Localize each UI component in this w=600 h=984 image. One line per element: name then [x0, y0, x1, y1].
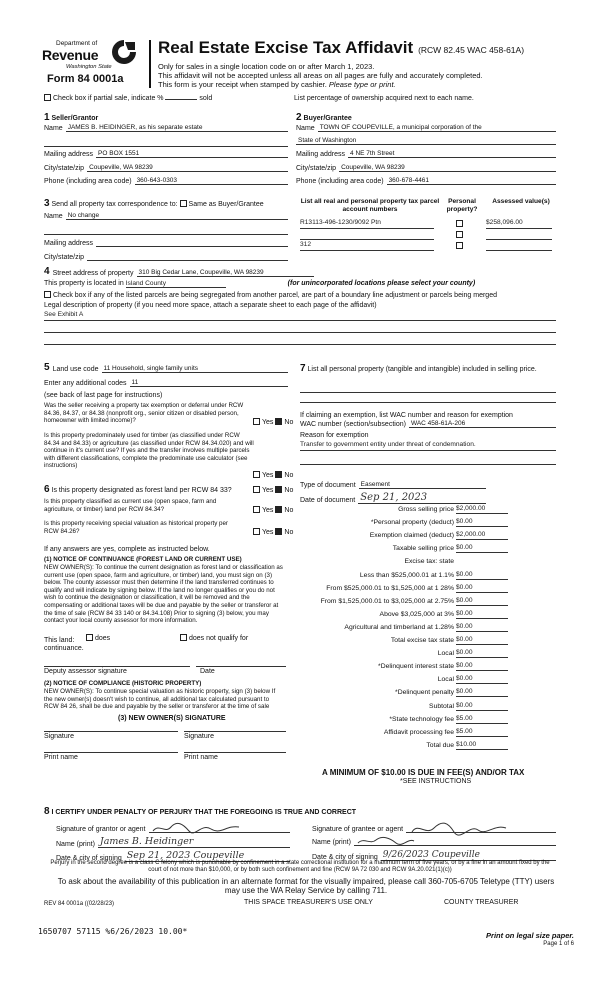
calc-label: Excise tax: state	[404, 558, 454, 566]
historic-question: Is this property receiving special valuation as historical property per RCW 84.26?	[44, 520, 228, 535]
sec3-city-label: City/state/zip	[44, 254, 85, 261]
sec7-header	[300, 364, 556, 374]
seller-phone-label: Phone (including area code)	[44, 178, 132, 185]
wac-field[interactable]: WAC 458-61A-206	[409, 420, 556, 428]
section-4-number: 4	[44, 266, 50, 277]
doc-type-label: Type of document	[300, 482, 356, 489]
land-use-label: Land use code	[52, 366, 99, 373]
timber-no-checkbox[interactable]	[275, 471, 282, 478]
calc-value[interactable]: $0.00	[456, 518, 508, 527]
perjury-warning: Perjury in the second degree is a class C felony which is punishable by confinement in a state correctional institution for a maximum term of five years, or by a fine in an amount fixed by the court of not more than $10,000, or by both such confinement and fine (RCW 9A 72 030 and RCW 9A.20.021(1)(c))	[50, 860, 550, 873]
historic-no-checkbox[interactable]	[275, 528, 282, 535]
timber-no-label: No	[284, 472, 294, 479]
owner-sig-line-1[interactable]	[44, 731, 178, 732]
owner-print-label-2: Print name	[184, 754, 218, 761]
logo-state: Washington State	[66, 64, 112, 70]
header-note-1: Only for sales in a single location code on or after March 1, 2023.	[158, 62, 375, 71]
see-instructions: *SEE INSTRUCTIONS	[400, 778, 472, 785]
grantee-sig-label: Signature of grantee or agent	[312, 826, 404, 833]
buyer-header	[296, 112, 352, 123]
calc-label: Subtotal	[429, 702, 454, 710]
sec8-header	[44, 806, 356, 817]
seller-name-label: Name	[44, 125, 63, 132]
sec3-mail-label: Mailing address	[44, 240, 94, 247]
grantee-name-field[interactable]	[354, 836, 556, 846]
wac-label: WAC number (section/subsection)	[300, 421, 406, 428]
seller-heading: Seller/Grantor	[51, 115, 99, 122]
ownership-note: List percentage of ownership acquired next to each name.	[294, 95, 474, 102]
buyer-mail-label: Mailing address	[296, 151, 346, 158]
grantor-sig-row	[56, 822, 290, 833]
does-checkbox[interactable]	[86, 634, 93, 641]
seller-mail-label: Mailing address	[44, 151, 94, 158]
calc-value[interactable]: $0.00	[456, 702, 508, 711]
section-1-number: 1	[44, 112, 50, 123]
logo-dept: Department of	[56, 40, 98, 47]
segregation-checkbox[interactable]	[44, 291, 51, 298]
seller-city-field[interactable]: Coupeville, WA 98239	[87, 164, 288, 172]
segregation-label: Check box if any of the listed parcels are being segregated from another parcel, are part of a boundary line adjustment or parcels being merged	[53, 292, 497, 299]
calc-label: *Delinquent interest state	[378, 663, 454, 671]
sec3-name-label: Name	[44, 213, 63, 220]
header-note-2: This affidavit will not be accepted unless all areas on all pages are fully and accurately completed.	[158, 71, 483, 80]
buyer-mail-field[interactable]: 4 NE 7th Street	[348, 150, 556, 158]
notice-compliance-heading: (2) NOTICE OF COMPLIANCE (HISTORIC PROPERTY)	[44, 680, 202, 687]
addl-codes-note: (see back of last page for instructions)	[44, 392, 163, 399]
header-note-3	[158, 80, 396, 89]
wa-logo-icon	[108, 38, 140, 66]
buyer-city-label: City/state/zip	[296, 165, 337, 172]
exemption-yesno	[253, 418, 293, 426]
deputy-date-label: Date	[200, 668, 215, 675]
timber-yes-label: Yes	[262, 472, 274, 479]
form-number: Form 84 0001a	[47, 73, 124, 85]
forest-yesno	[253, 486, 293, 494]
section-7-number: 7	[300, 363, 306, 374]
sec3-name-row	[44, 212, 288, 220]
buyer-name-row	[296, 124, 556, 132]
grantee-date-label: Date & city of signing	[312, 854, 378, 861]
seller-header	[44, 112, 98, 123]
notice-compliance-body: NEW OWNER(S): To continue special valuation as historic property, sign (3) below If the new owner(s) doesn't wish to continue, all additional tax calculated pursuant to RCW 84 26, shall be due and payable by the seller or transferor at the time of sale	[44, 688, 276, 711]
calc-value[interactable]: $0.00	[456, 597, 508, 606]
continuance-label: continuance.	[44, 645, 84, 652]
personal-property-label: List all personal property (tangible and intangible) included in selling price.	[307, 366, 537, 373]
sec4-address-row	[44, 266, 314, 277]
legal-line-2	[44, 332, 556, 333]
sec3-name-field[interactable]: No change	[66, 212, 288, 220]
doc-type-field[interactable]: Easement	[359, 481, 486, 489]
calc-value[interactable]: $0.00	[456, 623, 508, 632]
county-treasurer-label: COUNTY TREASURER	[444, 899, 519, 906]
owner-print-line-1[interactable]	[44, 752, 178, 753]
grantee-signature[interactable]	[406, 822, 556, 833]
wac-row	[300, 420, 556, 428]
doc-date-label: Date of document	[300, 497, 356, 504]
exemption-no-checkbox[interactable]	[275, 418, 282, 425]
new-owner-sig-heading: (3) NEW OWNER(S) SIGNATURE	[118, 715, 226, 722]
section-2-number: 2	[296, 112, 302, 123]
calc-value[interactable]: $5.00	[456, 715, 508, 724]
personal-checkbox-3[interactable]	[456, 242, 463, 249]
current-use-yes-checkbox[interactable]	[253, 506, 260, 513]
calc-value[interactable]: $0.00	[456, 610, 508, 619]
forest-no-label: No	[284, 487, 294, 494]
legal-desc-label: Legal description of property (if you need more space, attach a separate sheet to each page of the affidavit)	[44, 302, 377, 309]
title-divider	[149, 40, 151, 88]
partial-sale-label: Check box if partial sale, indicate %	[53, 95, 164, 102]
parcel-field-3[interactable]: 312	[300, 241, 434, 251]
dor-logo	[40, 38, 145, 70]
seller-city-row	[44, 164, 288, 172]
seller-phone-row	[44, 177, 288, 185]
grantor-signature-icon	[151, 822, 241, 834]
buyer-heading: Buyer/Grantee	[303, 115, 352, 122]
does-not-checkbox[interactable]	[180, 634, 187, 641]
current-use-no-checkbox[interactable]	[275, 506, 282, 513]
grantee-name-row	[312, 836, 556, 846]
sec4-address-label: Street address of property	[52, 270, 134, 277]
section-6-number: 6	[44, 484, 50, 495]
forest-question: Is this property designated as forest land per RCW 84 33?	[51, 487, 232, 494]
buyer-phone-field[interactable]: 360-678-4461	[387, 177, 556, 185]
current-use-question: Is this property classified as current use (open space, farm and agriculture, or timber) land per RCW 84.34?	[44, 498, 217, 513]
grantor-sig-label: Signature of grantor or agent	[56, 826, 146, 833]
calc-label: Gross selling price	[398, 506, 454, 513]
buyer-name-field-2[interactable]: State of Washington	[296, 137, 556, 145]
grantor-name-row	[56, 836, 290, 848]
this-land-label: This land:	[44, 637, 75, 644]
current-use-no-label: No	[284, 507, 294, 514]
current-use-yes-label: Yes	[262, 507, 274, 514]
calc-value[interactable]: $0.00	[456, 544, 508, 553]
timber-yesno	[253, 471, 293, 479]
form-citation: (RCW 82.45 WAC 458-61A)	[418, 45, 525, 55]
pp-line-2[interactable]	[300, 402, 556, 403]
buyer-phone-row	[296, 177, 556, 185]
reason-line-2	[300, 464, 556, 465]
calc-value[interactable]: $2,000.00	[456, 505, 508, 514]
unincorporated-note: (for unincorporated locations please select your county)	[287, 280, 476, 287]
doc-date-row	[300, 492, 486, 504]
legal-paper-note: Print on legal size paper.	[486, 931, 574, 940]
calc-value[interactable]: $10.00	[456, 741, 508, 750]
buyer-phone-label: Phone (including area code)	[296, 178, 384, 185]
exemption-note: If claiming an exemption, list WAC number and reason for exemption	[300, 412, 513, 419]
calc-value[interactable]: $0.00	[456, 649, 508, 658]
timber-question: Is this property predominately used for timber (as classified under RCW 84.34 and 84.33) or agriculture (as classified under RCW 84.34.020) and will continue in it's current use? If yes and the transfer involves multiple parcels with different classifications, complete the predominate use calculator (see instructions)	[44, 432, 254, 470]
minimum-due-notice: A MINIMUM OF $10.00 IS DUE IN FEE(S) AND/OR TAX	[322, 768, 525, 777]
owner-print-line-2[interactable]	[184, 752, 286, 753]
grantee-signature-icon	[408, 822, 508, 836]
assessed-field-3[interactable]	[486, 241, 552, 251]
personal-checkbox-2[interactable]	[456, 231, 463, 238]
doc-type-row	[300, 481, 486, 489]
logo-revenue: Revenue	[42, 47, 99, 63]
header-note-3a: This form is your receipt when stamped by cashier.	[158, 80, 327, 89]
sec6-q1-row	[44, 484, 232, 495]
title-line	[158, 38, 524, 58]
treasurer-use-label: THIS SPACE TREASURER'S USE ONLY	[244, 899, 373, 906]
if-any-note: If any answers are yes, complete as instructed below.	[44, 546, 210, 553]
grantee-sig-row	[312, 822, 556, 833]
calc-value[interactable]: $5.00	[456, 728, 508, 737]
seller-mail-field[interactable]: PO BOX 1551	[96, 150, 288, 158]
exemption-yes-checkbox[interactable]	[253, 418, 260, 425]
calc-value[interactable]: $0.00	[456, 688, 508, 697]
calc-label: Local	[437, 676, 454, 684]
section-3-number: 3	[44, 198, 50, 209]
sec3-city-field[interactable]	[87, 260, 288, 261]
grantor-signature[interactable]	[149, 822, 290, 833]
seller-name-field[interactable]: JAMES B. HEIDINGER, as his separate estate	[66, 124, 288, 132]
seller-name-line2	[44, 146, 288, 147]
county-select[interactable]: Island County	[126, 280, 226, 288]
seller-phone-field[interactable]: 360-643-0303	[135, 177, 288, 185]
notice-continuance-heading: (1) NOTICE OF CONTINUANCE (FOREST LAND OR CURRENT USE)	[44, 556, 242, 563]
addl-codes-label: Enter any additional codes	[44, 380, 127, 387]
current-use-yesno	[253, 506, 293, 514]
property-address-field[interactable]: 310 Big Cedar Lane, Coupeville, WA 98239	[137, 269, 315, 277]
calc-label: Local	[437, 650, 454, 658]
sec3-mail-field[interactable]	[96, 246, 288, 247]
does-option	[86, 634, 110, 642]
notice-continuance-body: NEW OWNER(S): To continue the current designation as forest land or classification as current use (open space, farm and agriculture, or timber) land, you must sign on (3) below. The county assessor must then determine if the land transferred continues to qualify and will indicate by signing below. If the land no longer qualifies or you do not wish to continue the designation or classification, it will be removed and the compensating or additional taxes will be due and payable by the seller or transferor at the time of sale (RCW 84 33 140 or 84.34.108) Prior to signing (3) below, you may contact your local county assessor for more information.	[44, 564, 283, 625]
pp-line-1[interactable]	[300, 392, 556, 393]
assessed-col-header: Assessed value(s)	[492, 198, 550, 205]
sec3-name-line2	[44, 234, 288, 235]
does-not-label: does not qualify for	[189, 635, 249, 642]
location-label: This property is located in	[44, 280, 124, 287]
forest-yes-checkbox[interactable]	[253, 486, 260, 493]
deputy-sig-line[interactable]	[44, 666, 190, 667]
certify-statement: I CERTIFY UNDER PENALTY OF PERJURY THAT THE FOREGOING IS TRUE AND CORRECT	[51, 809, 357, 816]
forest-yes-label: Yes	[262, 487, 274, 494]
calc-value[interactable]: $2,000.00	[456, 531, 508, 540]
buyer-city-field[interactable]: Coupeville, WA 98239	[339, 164, 556, 172]
calc-label: Exemption claimed (deduct)	[369, 532, 454, 540]
historic-no-label: No	[284, 529, 294, 536]
section-8-number: 8	[44, 806, 50, 817]
cashier-stamp: 1650707 57115 %6/26/2023 10.00*	[38, 927, 188, 936]
does-not-option	[180, 634, 248, 642]
addl-codes-field[interactable]: 11	[130, 379, 289, 387]
segregation-row	[44, 291, 497, 299]
sec3-heading: Send all property tax correspondence to:	[51, 201, 178, 208]
historic-yes-checkbox[interactable]	[253, 528, 260, 535]
owner-print-label-1: Print name	[44, 754, 78, 761]
grantor-name-label: Name (print)	[56, 841, 95, 848]
calc-label: From $525,000.01 to $1,525,000 at 1 28%	[326, 584, 454, 592]
calc-label: Taxable selling price	[392, 545, 454, 553]
buyer-mail-row	[296, 150, 556, 158]
exemption-question: Was the seller receiving a property tax exemption or deferral under RCW 84.36, 84.37, or 84.38 (nonprofit org., senior citizen or disabled person, homeowner with limited income)?	[44, 402, 244, 425]
calc-label: Affidavit processing fee	[383, 728, 454, 736]
historic-yesno	[253, 528, 293, 536]
seller-city-label: City/state/zip	[44, 165, 85, 172]
partial-percent-field[interactable]	[165, 99, 197, 100]
calc-label: Above $3,025,000 at 3%	[379, 610, 454, 618]
same-as-buyer-label: Same as Buyer/Grantee	[188, 201, 264, 208]
seller-mail-row	[44, 150, 288, 158]
section-5-number: 5	[44, 362, 50, 373]
personal-col-header: Personal property?	[446, 198, 478, 213]
legal-line-3	[44, 344, 556, 345]
calc-label: Agricultural and timberland at 1.28%	[344, 623, 454, 631]
parcel-field-2[interactable]	[300, 230, 434, 240]
calc-label: Total excise tax state	[390, 637, 454, 644]
reason-label: Reason for exemption	[300, 432, 369, 439]
partial-sold-label: sold	[199, 95, 213, 102]
grantee-name-scribble-icon	[356, 836, 416, 846]
partial-sale-row	[44, 94, 212, 102]
deputy-date-line[interactable]	[196, 666, 286, 667]
alternate-format-note: To ask about the availability of this publication in an alternate format for the visually impaired, please call 360-705-6705 Teletype (TTY) users may use the WA Relay Service by calling 711.	[57, 877, 555, 895]
legal-desc-field[interactable]: See Exhibit A	[44, 311, 556, 321]
sec3-header	[44, 198, 264, 209]
exemption-no-label: No	[284, 419, 294, 426]
seller-name-row	[44, 124, 288, 132]
calc-label: Total due	[426, 741, 454, 749]
doc-date-field[interactable]: Sep 21, 2023	[358, 492, 486, 504]
sec3-mail-row	[44, 240, 288, 247]
header-note-3b: Please type or print.	[328, 80, 396, 89]
buyer-city-row	[296, 164, 556, 172]
rev-number: REV 84 0001a ((02/28/23)	[44, 901, 115, 907]
calc-label: Less than $525,000.01 at 1.1%	[359, 571, 454, 579]
calc-label: *Delinquent penalty	[395, 689, 454, 697]
calc-label: From $1,525,000.01 to $3,025,000 at 2.75%	[320, 597, 454, 605]
grantee-date-field[interactable]: 9/26/2023 Coupeville	[381, 850, 556, 861]
buyer-name-row-2	[296, 137, 556, 145]
parcel-col-header: List all real and personal property tax parcel account numbers	[300, 198, 440, 213]
forest-no-checkbox[interactable]	[275, 486, 282, 493]
partial-sale-checkbox[interactable]	[44, 94, 51, 101]
exemption-yes-label: Yes	[262, 419, 274, 426]
buyer-name-label: Name	[296, 125, 315, 132]
owner-sig-label-1: Signature	[44, 733, 74, 740]
assessed-field-2[interactable]	[486, 230, 552, 240]
calc-label: *State technology fee	[389, 715, 454, 723]
same-as-buyer-checkbox[interactable]	[180, 200, 187, 207]
land-use-field[interactable]: 11 Household, single family units	[102, 365, 289, 373]
timber-yes-checkbox[interactable]	[253, 471, 260, 478]
personal-checkbox-1[interactable]	[456, 220, 463, 227]
owner-sig-line-2[interactable]	[184, 731, 286, 732]
location-row	[44, 280, 475, 288]
calc-value[interactable]: $0.00	[456, 675, 508, 684]
does-label: does	[95, 635, 111, 642]
calc-value[interactable]: $0.00	[456, 636, 508, 645]
calc-label: *Personal property (deduct)	[370, 519, 454, 527]
grantee-name-label: Name (print)	[312, 839, 351, 846]
deputy-sig-label: Deputy assessor signature	[44, 668, 127, 675]
sec3-city-row	[44, 254, 288, 261]
form-title: Real Estate Excise Tax Affidavit	[158, 38, 414, 57]
buyer-name-field[interactable]: TOWN OF COUPEVILLE, a municipal corporation of the	[318, 124, 556, 132]
calc-value[interactable]: $0.00	[456, 662, 508, 671]
calc-value[interactable]: $0.00	[456, 571, 508, 580]
grantor-name-field[interactable]: James B. Heidinger	[98, 836, 290, 848]
addl-codes-row	[44, 379, 288, 387]
reason-field[interactable]: Transfer to government entity under threat of condemnation.	[300, 441, 556, 451]
assessed-field-1[interactable]: $258,096.00	[486, 219, 552, 229]
owner-sig-label-2: Signature	[184, 733, 214, 740]
page-number: Page 1 of 6	[543, 941, 574, 947]
grantor-date-field[interactable]: Sep 21, 2023 Coupeville	[125, 850, 290, 862]
parcel-field-1[interactable]: R13113-496-1230/9092 Ptn	[300, 219, 434, 229]
calc-value[interactable]: $0.00	[456, 584, 508, 593]
grantor-date-label: Date & city of signing	[56, 855, 122, 862]
historic-yes-label: Yes	[262, 529, 274, 536]
land-use-row	[44, 362, 288, 373]
